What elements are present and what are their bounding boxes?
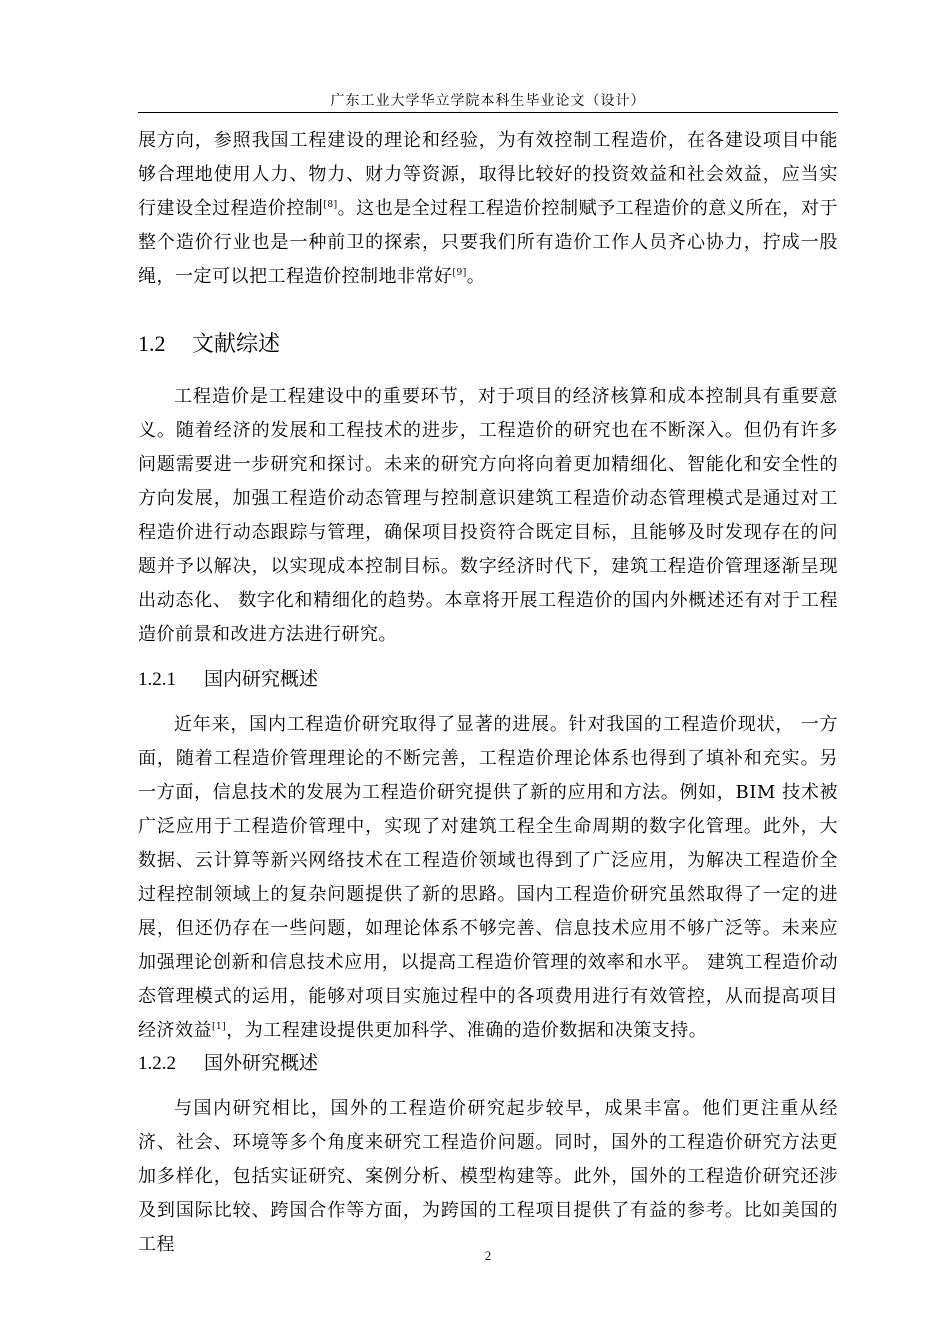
- section-number: 1.2.1: [138, 669, 176, 690]
- section-number: 1.2.2: [138, 1053, 176, 1074]
- section-title: 文献综述: [192, 332, 281, 357]
- section-heading-1-2-1: [138, 664, 838, 691]
- paragraph-text: 展方向，参照我国工程建设的理论和经验，为有效控制工程造价，在各建设项目中能够合理地使用人力、物力、财力等资源，取得比较好的投资效益和社会效益，应当实行建设全过程造价控制: [138, 130, 838, 219]
- paragraph-domestic-research: [138, 708, 838, 1048]
- header-rule: [138, 112, 838, 113]
- citation-ref: [1]: [212, 1022, 227, 1032]
- paragraph-text: 近年来，国内工程造价研究取得了显著的进展。针对我国的工程造价现状， 一方面，随着工程造价管理理论的不断完善，工程造价理论体系也得到了填补和充实。另一方面，信息技术的发展为工程造价研究提供了新的应用和方法。例如，BIM 技术被广泛应用于工程造价管理中，实现了对建筑工程全生命周期的数字化管理。此外，大数据、云计算等新兴网络技术在工程造价领域也得到了广泛应用，为解决工程造价全过程控制领域上的复杂问题提供了新的思路。国内工程造价研究虽然取得了一定的进展，但还仍存在一些问题，如理论体系不够完善、信息技术应用不够广泛等。未来应加强理论创新和信息技术应用，以提高工程造价管理的效率和水平。 建筑工程造价动态管理模式的运用，能够对项目实施过程中的各项费用进行有效管控，从而提高项目经济效益: [138, 714, 838, 1041]
- citation-ref: [8]: [323, 200, 338, 210]
- paragraph-text: 。: [466, 266, 486, 287]
- citation-ref: [9]: [452, 268, 467, 278]
- page-number: 2: [484, 1248, 492, 1263]
- paragraph-continued: [138, 124, 838, 294]
- section-title: 国外研究概述: [204, 1052, 319, 1074]
- paragraph-literature-review: 工程造价是工程建设中的重要环节，对于项目的经济核算和成本控制具有重要意义。随着经济的发展和工程技术的进步，工程造价的研究也在不断深入。但仍有许多问题需要进一步研究和探讨。未来的研究方向将向着更加精细化、智能化和安全性的方向发展，加强工程造价动态管理与控制意识建筑工程造价动态管理模式是通过对工程造价进行动态跟踪与管理，确保项目投资符合既定目标，且能够及时发现存在的问题并予以解决，以实现成本控制目标。数字经济时代下，建筑工程造价管理逐渐呈现出动态化、 数字化和精细化的趋势。本章将开展工程造价的国内外概述还有对于工程造价前景和改进方法进行研究。: [138, 386, 838, 645]
- paragraph-text: 。这也是全过程工程造价控制赋予工程造价的意义所在，对于整个造价行业也是一种前卫的探索，只要我们所有造价工作人员齐心协力，拧成一股绳，一定可以把工程造价控制地非常好: [138, 198, 839, 287]
- section-number: 1.2: [138, 331, 166, 356]
- running-header: 广东工业大学华立学院本科生毕业论文（设计）: [330, 93, 646, 109]
- paragraph-foreign-research: 与国内研究相比，国外的工程造价研究起步较早，成果丰富。他们更注重从经济、社会、环境等多个角度来研究工程造价问题。同时，国外的工程造价研究方法更加多样化，包括实证研究、案例分析、模型构建等。此外，国外的工程造价研究还涉及到国际比较、跨国合作等方面，为跨国的工程项目提供了有益的参考。比如美国的工程: [138, 1098, 838, 1255]
- paragraph-text: ，为工程建设提供更加科学、准确的造价数据和决策支持。: [226, 1020, 708, 1041]
- section-title: 国内研究概述: [204, 668, 319, 690]
- section-heading-1-2: [138, 327, 838, 358]
- section-heading-1-2-2: [138, 1048, 838, 1075]
